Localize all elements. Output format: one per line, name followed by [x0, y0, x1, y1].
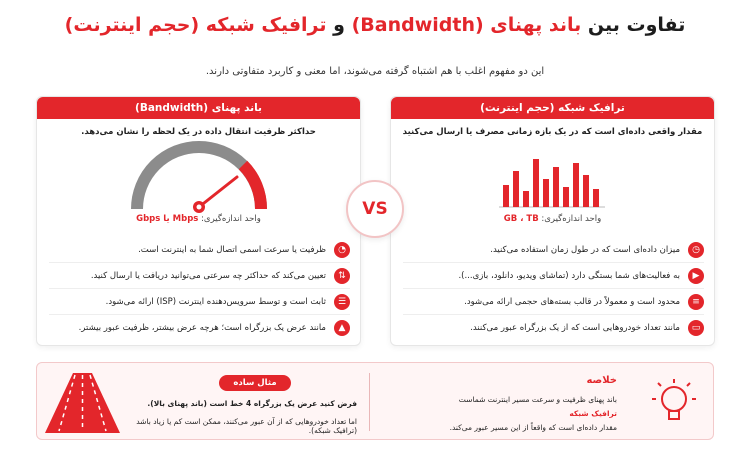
list-item: [403, 289, 704, 315]
list-item-text: محدود است و معمولاً در قالب بسته‌های حجمی ارائه می‌شود.: [464, 296, 680, 307]
list-item: [49, 289, 350, 315]
bandwidth-card-subheader: حداکثر ظرفیت انتقال داده در یک لحظه را نشان می‌دهد.: [81, 127, 316, 137]
highway-icon: [45, 371, 120, 433]
list-item: [403, 237, 704, 263]
list-item-text: میزان داده‌ای است که در طول زمان استفاده می‌کنید.: [490, 244, 680, 255]
example-line-1: فرض کنید عرض یک بزرگراه 4 خط است (باند پهنای بالا).: [147, 399, 357, 408]
lightbulb-icon: [649, 377, 699, 429]
bandwidth-unit-label: واحد اندازه‌گیری:: [201, 214, 261, 224]
arrows-icon: ⇅: [334, 268, 350, 284]
bandwidth-unit-value: Mbps یا Gbps: [136, 214, 199, 224]
list-item-text: به فعالیت‌های شما بستگی دارد (تماشای ویدیو، دانلود، بازی...).: [458, 270, 680, 281]
list-item-text: ثابت است و توسط سرویس‌دهنده اینترنت (ISP) ارائه می‌شود.: [105, 296, 326, 307]
example-tag: مثال ساده: [219, 375, 291, 391]
server-icon: ☰: [334, 294, 350, 310]
summary-line-3: مقدار داده‌ای است که واقعاً از این مسیر عبور می‌کند.: [449, 423, 617, 432]
list-item: [49, 237, 350, 263]
summary-highlight: ترافیک شبکه: [569, 409, 617, 418]
traffic-unit-label: واحد اندازه‌گیری:: [541, 214, 602, 224]
example-line-2: اما تعداد خودروهایی که از آن عبور می‌کنند، ممکن است کم یا زیاد باشد (ترافیک شبکه).: [136, 417, 357, 435]
list-item-text: ظرفیت یا سرعت اسمی اتصال شما به اینترنت است.: [138, 244, 326, 255]
traffic-card-subheader: مقدار واقعی داده‌ای است که در یک بازه زمانی مصرف یا ارسال می‌کنید: [402, 127, 703, 137]
traffic-card-header: ترافیک شبکه (حجم اینترنت): [391, 97, 714, 119]
summary-line-1: باند پهنای ظرفیت و سرعت مسیر اینترنت شماست: [458, 395, 617, 404]
speedometer-icon: ◔: [334, 242, 350, 258]
bandwidth-list: [49, 237, 350, 341]
traffic-card: [390, 96, 715, 346]
list-item-text: مانند عرض یک بزرگراه است؛ هرچه عرض بیشتر، ظرفیت عبور بیشتر.: [78, 323, 326, 333]
list-item-text: تعیین می‌کند که حداکثر چه سرعتی می‌توانید دریافت یا ارسال کنید.: [90, 270, 326, 281]
traffic-list: [403, 237, 704, 341]
list-item: [49, 315, 350, 341]
speedometer-icon: [37, 141, 360, 213]
title-prefix: تفاوت بین: [587, 14, 686, 36]
title-bandwidth: باند پهنای (Bandwidth): [351, 14, 582, 36]
car-icon: ▭: [688, 320, 704, 336]
bandwidth-card: [36, 96, 361, 346]
bar-chart-icon: [391, 141, 714, 213]
database-icon: ≡: [688, 294, 704, 310]
road-icon: ▲: [334, 320, 350, 336]
page-subtitle: این دو مفهوم اغلب با هم اشتباه گرفته می‌شوند، اما معنی و کاربرد متفاوتی دارند.: [205, 66, 545, 77]
title-traffic: ترافیک شبکه (حجم اینترنت): [64, 14, 327, 36]
list-item-text: مانند تعداد خودروهایی است که از یک بزرگراه عبور می‌کنند.: [470, 323, 680, 333]
divider: [369, 373, 370, 431]
page-title: [40, 14, 710, 36]
traffic-unit-value: GB ، TB: [503, 214, 539, 224]
bandwidth-unit: [37, 214, 360, 224]
summary-line-2: [417, 409, 617, 418]
bar-chart-illustration: [391, 141, 714, 213]
vs-badge: VS: [346, 180, 404, 238]
clock-icon: ◷: [688, 242, 704, 258]
list-item: [403, 263, 704, 289]
play-icon: ▶: [688, 268, 704, 284]
summary-title: خلاصه: [586, 375, 617, 386]
title-connector: و: [333, 14, 345, 36]
gauge-illustration: [37, 141, 360, 213]
summary-panel: [36, 362, 714, 440]
traffic-unit: [391, 214, 714, 224]
list-item: [403, 315, 704, 341]
bandwidth-card-header: باند پهنای (Bandwidth): [37, 97, 360, 119]
list-item: [49, 263, 350, 289]
